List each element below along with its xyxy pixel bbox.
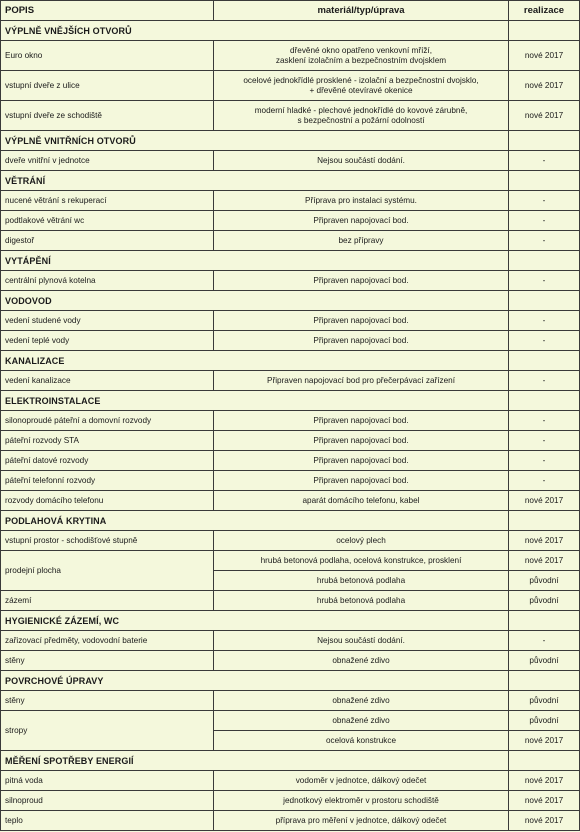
header-realizace: realizace — [509, 1, 580, 21]
item-material — [214, 101, 509, 131]
material-line: dřevěné okno opatřeno venkovní mříží, — [290, 45, 432, 55]
section-row — [1, 251, 580, 271]
section-row — [1, 351, 580, 371]
material-line: hrubá betonová podlaha — [316, 575, 406, 585]
section-title: VĚTRÁNÍ — [1, 171, 214, 191]
material-line: Připraven napojovací bod. — [313, 335, 409, 345]
table-row — [1, 531, 580, 551]
item-realizace: - — [509, 471, 580, 491]
specification-table-body — [1, 1, 580, 831]
item-realizace: nové 2017 — [509, 71, 580, 101]
item-name: digestoř — [1, 231, 214, 251]
item-realizace: původní — [509, 651, 580, 671]
section-empty-cell — [214, 171, 509, 191]
item-name: vedení studené vody — [1, 311, 214, 331]
item-name: vstupní prostor - schodišťové stupně — [1, 531, 214, 551]
table-row — [1, 211, 580, 231]
material-line: obnažené zdivo — [332, 715, 390, 725]
item-name: zázemí — [1, 591, 214, 611]
material-line: Připraven napojovací bod pro přečerpávací zařízení — [267, 375, 455, 385]
table-row — [1, 311, 580, 331]
material-line: obnažené zdivo — [332, 655, 390, 665]
section-empty-cell — [214, 351, 509, 371]
item-name: vstupní dveře ze schodiště — [1, 101, 214, 131]
table-row — [1, 711, 580, 731]
item-realizace: - — [509, 631, 580, 651]
table-row — [1, 191, 580, 211]
table-row — [1, 271, 580, 291]
section-empty-cell — [509, 671, 580, 691]
item-realizace: původní — [509, 711, 580, 731]
item-name: Euro okno — [1, 41, 214, 71]
material-line: moderní hladké - plechové jednokřídlé do kovové zárubně, — [254, 105, 468, 115]
item-name: centrální plynová kotelna — [1, 271, 214, 291]
item-material — [214, 651, 509, 671]
item-material — [214, 41, 509, 71]
section-row — [1, 131, 580, 151]
section-row — [1, 291, 580, 311]
section-title: HYGIENICKÉ ZÁZEMÍ, WC — [1, 611, 214, 631]
material-line: Nejsou součástí dodání. — [317, 155, 405, 165]
section-empty-cell — [214, 291, 509, 311]
section-empty-cell — [214, 131, 509, 151]
table-row — [1, 631, 580, 651]
material-line: příprava pro měření v jednotce, dálkový odečet — [275, 815, 447, 825]
item-name: teplo — [1, 811, 214, 831]
section-title: VODOVOD — [1, 291, 214, 311]
material-line: Příprava pro instalaci systému. — [305, 195, 417, 205]
section-empty-cell — [509, 291, 580, 311]
item-material — [214, 531, 509, 551]
item-material — [214, 711, 509, 731]
section-title: MĚŘENÍ SPOTŘEBY ENERGIÍ — [1, 751, 214, 771]
section-title: POVRCHOVÉ ÚPRAVY — [1, 671, 214, 691]
section-title: VÝPLNĚ VNITŘNÍCH OTVORŮ — [1, 131, 214, 151]
table-row — [1, 451, 580, 471]
material-line: hrubá betonová podlaha, ocelová konstrukce, prosklení — [260, 555, 462, 565]
item-name: rozvody domácího telefonu — [1, 491, 214, 511]
item-name: páteřní datové rozvody — [1, 451, 214, 471]
item-name: páteřní telefonní rozvody — [1, 471, 214, 491]
item-realizace: nové 2017 — [509, 811, 580, 831]
header-row — [1, 1, 580, 21]
table-row — [1, 651, 580, 671]
item-material — [214, 491, 509, 511]
item-material — [214, 411, 509, 431]
item-realizace: nové 2017 — [509, 791, 580, 811]
table-row — [1, 231, 580, 251]
item-name: silnoproud — [1, 791, 214, 811]
section-empty-cell — [214, 251, 509, 271]
section-title: VYTÁPĚNÍ — [1, 251, 214, 271]
material-line: ocelová konstrukce — [325, 735, 397, 745]
item-material — [214, 591, 509, 611]
section-row — [1, 671, 580, 691]
section-empty-cell — [214, 751, 509, 771]
material-line: Připraven napojovací bod. — [313, 435, 409, 445]
item-material — [214, 151, 509, 171]
item-name: páteřní rozvody STA — [1, 431, 214, 451]
header-material: materiál/typ/úprava — [214, 1, 509, 21]
table-row — [1, 71, 580, 101]
table-row — [1, 811, 580, 831]
item-material — [214, 71, 509, 101]
item-name: podtlakové větrání wc — [1, 211, 214, 231]
item-realizace: původní — [509, 591, 580, 611]
section-empty-cell — [509, 511, 580, 531]
material-line: Připraven napojovací bod. — [313, 315, 409, 325]
table-row — [1, 591, 580, 611]
item-material — [214, 731, 509, 751]
item-material — [214, 691, 509, 711]
item-material — [214, 311, 509, 331]
material-line: jednotkový elektroměr v prostoru schodiště — [283, 795, 439, 805]
item-realizace: - — [509, 191, 580, 211]
item-material — [214, 211, 509, 231]
item-name: vedení kanalizace — [1, 371, 214, 391]
table-row — [1, 411, 580, 431]
item-realizace: nové 2017 — [509, 771, 580, 791]
table-row — [1, 551, 580, 571]
item-realizace: - — [509, 231, 580, 251]
item-name: vstupní dveře z ulice — [1, 71, 214, 101]
item-realizace: nové 2017 — [509, 491, 580, 511]
item-name: stěny — [1, 651, 214, 671]
section-empty-cell — [509, 171, 580, 191]
item-name: silonoproudé páteřní a domovní rozvody — [1, 411, 214, 431]
section-row — [1, 391, 580, 411]
section-empty-cell — [214, 391, 509, 411]
table-row — [1, 151, 580, 171]
section-empty-cell — [509, 611, 580, 631]
item-realizace: - — [509, 451, 580, 471]
item-realizace: nové 2017 — [509, 531, 580, 551]
item-realizace: nové 2017 — [509, 101, 580, 131]
material-line: Připraven napojovací bod. — [313, 415, 409, 425]
item-realizace: nové 2017 — [509, 551, 580, 571]
table-row — [1, 41, 580, 71]
item-realizace: - — [509, 211, 580, 231]
material-line: Připraven napojovací bod. — [313, 475, 409, 485]
item-material — [214, 271, 509, 291]
material-line: ocelový plech — [336, 535, 386, 545]
item-realizace: - — [509, 311, 580, 331]
material-line: Připraven napojovací bod. — [313, 215, 409, 225]
item-realizace: nové 2017 — [509, 41, 580, 71]
item-material — [214, 331, 509, 351]
table-row — [1, 371, 580, 391]
item-material — [214, 791, 509, 811]
item-realizace: - — [509, 371, 580, 391]
item-name: nucené větrání s rekuperací — [1, 191, 214, 211]
item-material — [214, 811, 509, 831]
section-empty-cell — [214, 611, 509, 631]
item-material — [214, 371, 509, 391]
item-realizace: původní — [509, 691, 580, 711]
section-title: PODLAHOVÁ KRYTINA — [1, 511, 214, 531]
item-realizace: - — [509, 271, 580, 291]
item-material — [214, 431, 509, 451]
item-name: vedení teplé vody — [1, 331, 214, 351]
item-realizace: nové 2017 — [509, 731, 580, 751]
item-realizace: původní — [509, 571, 580, 591]
item-name: prodejní plocha — [1, 551, 214, 591]
section-empty-cell — [214, 671, 509, 691]
table-row — [1, 331, 580, 351]
item-material — [214, 451, 509, 471]
material-line: zasklení izolačním a bezpečnostním dvojsklem — [275, 55, 447, 65]
material-line: vodoměr v jednotce, dálkový odečet — [295, 775, 427, 785]
section-row — [1, 611, 580, 631]
item-material — [214, 631, 509, 651]
item-name: dveře vnitřní v jednotce — [1, 151, 214, 171]
item-material — [214, 231, 509, 251]
section-empty-cell — [509, 391, 580, 411]
header-popis: POPIS — [1, 1, 214, 21]
item-material — [214, 191, 509, 211]
section-empty-cell — [509, 251, 580, 271]
material-line: obnažené zdivo — [332, 695, 390, 705]
table-row — [1, 791, 580, 811]
section-row — [1, 21, 580, 41]
item-name: stěny — [1, 691, 214, 711]
table-row — [1, 691, 580, 711]
section-empty-cell — [214, 21, 509, 41]
item-realizace: - — [509, 331, 580, 351]
material-line: Připraven napojovací bod. — [313, 275, 409, 285]
section-title: ELEKTROINSTALACE — [1, 391, 214, 411]
table-row — [1, 431, 580, 451]
section-empty-cell — [214, 511, 509, 531]
section-empty-cell — [509, 131, 580, 151]
section-title: VÝPLNĚ VNĚJŠÍCH OTVORŮ — [1, 21, 214, 41]
item-material — [214, 551, 509, 571]
section-empty-cell — [509, 21, 580, 41]
table-row — [1, 771, 580, 791]
table-row — [1, 101, 580, 131]
item-material — [214, 771, 509, 791]
item-realizace: - — [509, 151, 580, 171]
section-row — [1, 751, 580, 771]
material-line: ocelové jednokřídlé prosklené - izolační a bezpečnostní dvojsklo, — [243, 75, 479, 85]
table-row — [1, 471, 580, 491]
section-row — [1, 171, 580, 191]
material-line: + dřevěné otevíravé okenice — [309, 85, 413, 95]
material-line: Nejsou součástí dodání. — [317, 635, 405, 645]
material-line: bez přípravy — [338, 235, 384, 245]
material-line: s bezpečnostní a požární odolností — [297, 115, 425, 125]
section-empty-cell — [509, 351, 580, 371]
item-material — [214, 471, 509, 491]
table-row — [1, 491, 580, 511]
item-material — [214, 571, 509, 591]
item-realizace: - — [509, 431, 580, 451]
material-line: Připraven napojovací bod. — [313, 455, 409, 465]
item-realizace: - — [509, 411, 580, 431]
material-line: hrubá betonová podlaha — [316, 595, 406, 605]
item-name: zařizovací předměty, vodovodní baterie — [1, 631, 214, 651]
item-name: stropy — [1, 711, 214, 751]
section-row — [1, 511, 580, 531]
material-line: aparát domácího telefonu, kabel — [302, 495, 420, 505]
section-title: KANALIZACE — [1, 351, 214, 371]
item-name: pitná voda — [1, 771, 214, 791]
section-empty-cell — [509, 751, 580, 771]
